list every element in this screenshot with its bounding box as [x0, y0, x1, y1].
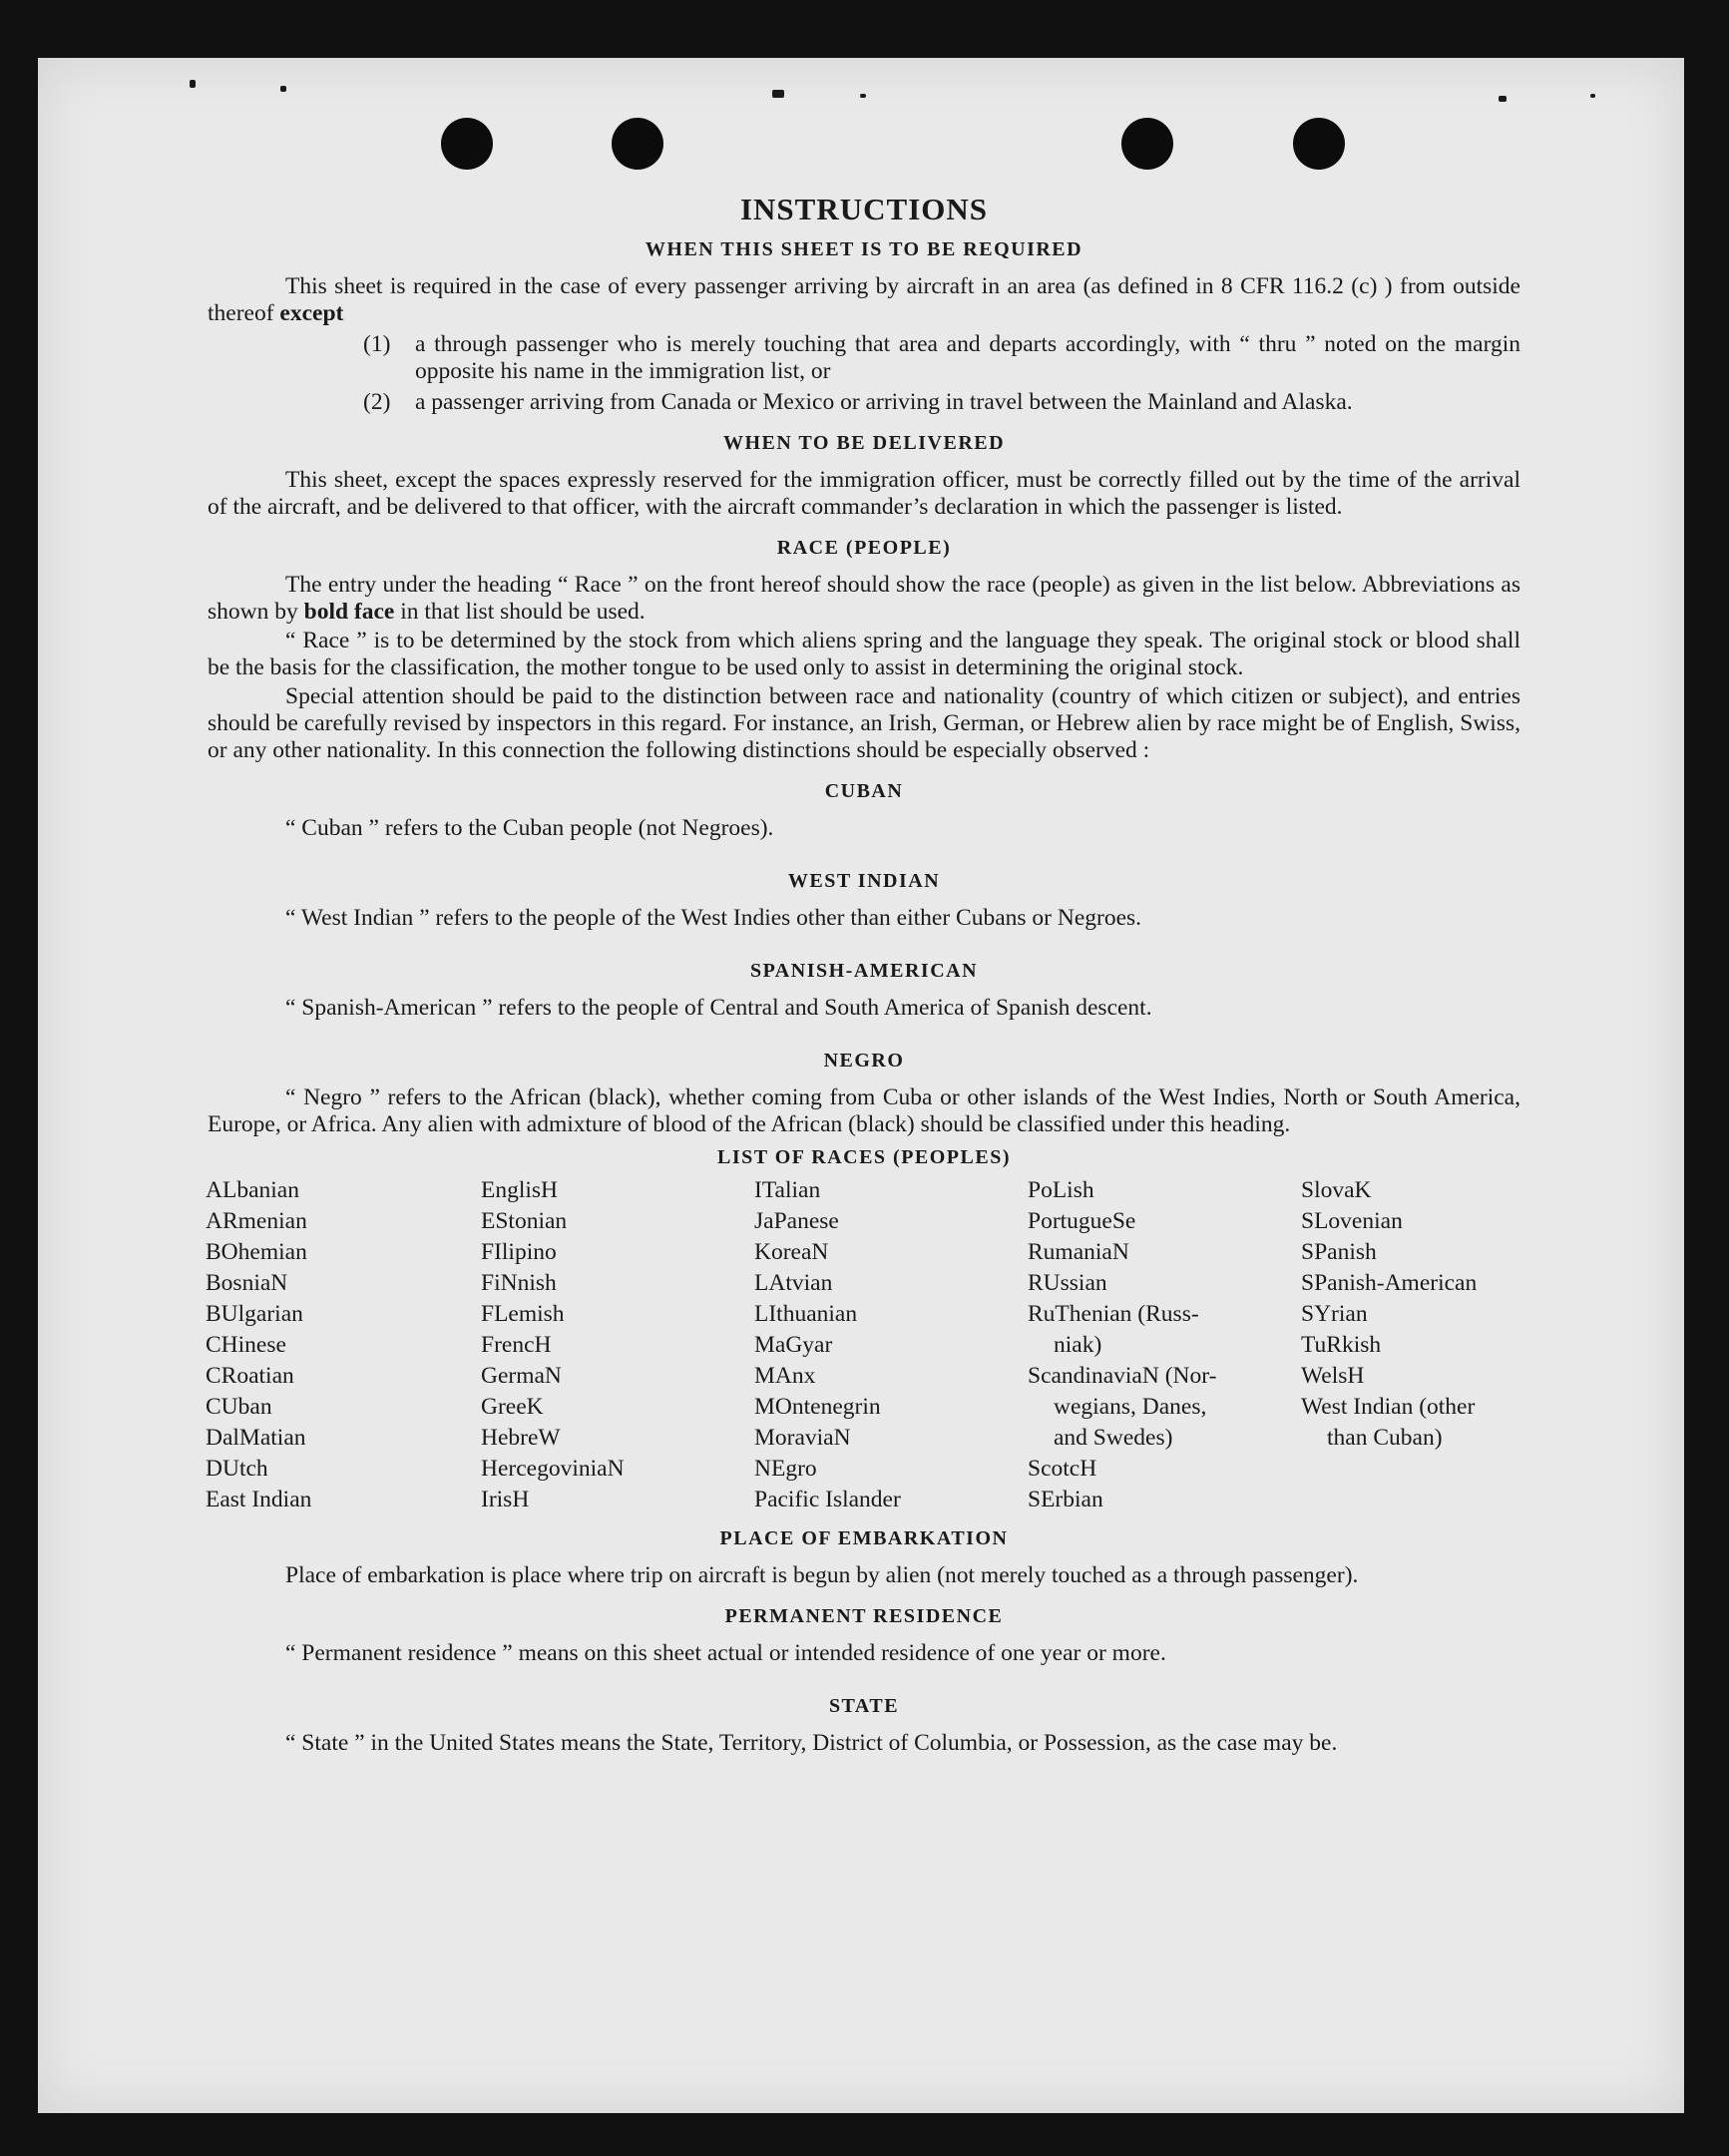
race-entry: EStonian	[481, 1208, 568, 1234]
races-column	[481, 1175, 754, 1515]
list-item: (1) a through passenger who is merely touching that area and departs accordingly, with “ thru ” noted on the margin opposite his name in the immigration list, or	[363, 331, 1520, 384]
race-entry: BosniaN	[206, 1270, 288, 1296]
race-entry: MoraviaN	[754, 1425, 851, 1451]
race-entry: LIthuanian	[754, 1301, 858, 1327]
races-column	[1301, 1175, 1520, 1515]
race-entry: RUssian	[1028, 1270, 1107, 1296]
punch-hole	[441, 118, 493, 170]
race-entry: CRoatian	[206, 1363, 294, 1389]
section-heading: RACE (PEOPLE)	[776, 537, 952, 559]
paragraph: “ Permanent residence ” means on this sheet actual or intended residence of one year or more.	[285, 1640, 1166, 1666]
race-entry: PoLish	[1028, 1177, 1094, 1203]
race-entry: CHinese	[206, 1332, 286, 1358]
race-entry: East Indian	[206, 1487, 312, 1512]
race-entry: ALbanian	[206, 1177, 299, 1203]
section-heading: LIST OF RACES (PEOPLES)	[716, 1146, 1011, 1168]
page-title: INSTRUCTIONS	[739, 192, 988, 226]
race-entry: BOhemian	[206, 1239, 307, 1265]
paragraph: “ Cuban ” refers to the Cuban people (not Negroes).	[285, 815, 774, 841]
speck	[1499, 96, 1507, 102]
race-entry: FLemish	[481, 1301, 565, 1327]
paragraph: “ State ” in the United States means the State, Territory, District of Columbia, or Possession, as the case may be.	[285, 1730, 1338, 1756]
race-entry: Pacific Islander	[754, 1487, 901, 1512]
race-entry: KoreaN	[754, 1239, 829, 1265]
paragraph: “ Spanish-American ” refers to the people of Central and South America of Spanish descent.	[285, 995, 1152, 1021]
paragraph: “ West Indian ” refers to the people of the West Indies other than either Cubans or Negroes.	[285, 905, 1142, 931]
race-entry: SlovaK	[1301, 1177, 1372, 1203]
race-entry: SLovenian	[1301, 1208, 1403, 1234]
section-heading: PLACE OF EMBARKATION	[719, 1527, 1009, 1549]
race-entry: GreeK	[481, 1394, 544, 1420]
section-heading: PERMANENT RESIDENCE	[724, 1605, 1004, 1627]
race-entry: JaPanese	[754, 1208, 839, 1234]
section-heading: WEST INDIAN	[787, 870, 941, 892]
paragraph: Special attention should be paid to the distinction between race and nationality (country of which citizen or subject), and entries should be carefully revised by inspectors in this regard. For instance, an Irish, German, or Hebrew alien by race might be of English, Swiss, or any other nationality. In this connection the following distinctions should be especially observed :	[208, 683, 1520, 763]
race-entry: CUban	[206, 1394, 272, 1420]
races-table	[208, 1175, 1520, 1515]
section-heading: STATE	[828, 1695, 900, 1717]
race-entry: ITalian	[754, 1177, 821, 1203]
race-entry: MaGyar	[754, 1332, 833, 1358]
paragraph: The entry under the heading “ Race ” on the front hereof should show the race (people) as given in the list below. Abbreviations as shown by bold face in that list should be used.	[208, 572, 1520, 625]
race-entry: RumaniaN	[1028, 1239, 1129, 1265]
race-entry: SPanish	[1301, 1239, 1377, 1265]
section-heading: WHEN THIS SHEET IS TO BE REQUIRED	[645, 238, 1083, 260]
race-entry: IrisH	[481, 1487, 530, 1512]
race-entry: West Indian (other	[1301, 1394, 1476, 1420]
race-entry: HercegoviniaN	[481, 1456, 625, 1482]
race-entry: DUtch	[206, 1456, 268, 1482]
punch-hole	[612, 118, 663, 170]
races-column	[206, 1175, 481, 1515]
race-entry: NEgro	[754, 1456, 817, 1482]
section-heading: WHEN TO BE DELIVERED	[722, 432, 1006, 454]
race-entry: niak)	[1054, 1332, 1102, 1358]
race-entry: SYrian	[1301, 1301, 1368, 1327]
race-entry: DalMatian	[206, 1425, 306, 1451]
section-heading: SPANISH-AMERICAN	[749, 960, 979, 982]
instructions-content	[206, 192, 1520, 1757]
race-entry: FIlipino	[481, 1239, 557, 1265]
race-entry: BUlgarian	[206, 1301, 303, 1327]
races-column	[1028, 1175, 1301, 1515]
race-entry: ARmenian	[206, 1208, 307, 1234]
race-entry: ScotcH	[1028, 1456, 1097, 1482]
race-entry: wegians, Danes,	[1054, 1394, 1207, 1420]
speck	[280, 86, 286, 92]
race-entry: and Swedes)	[1054, 1425, 1173, 1451]
race-entry: RuThenian (Russ-	[1028, 1301, 1199, 1327]
race-entry: TuRkish	[1301, 1332, 1382, 1358]
section-heading: NEGRO	[823, 1050, 905, 1072]
paragraph: This sheet, except the spaces expressly reserved for the immigration officer, must be correctly filled out by the time of the arrival of the aircraft, and be delivered to that officer, with the aircraft commander’s declaration in which the passenger is listed.	[208, 467, 1520, 520]
race-entry: ScandinaviaN (Nor-	[1028, 1363, 1217, 1389]
list-item: (2) a passenger arriving from Canada or Mexico or arriving in travel between the Mainland and Alaska.	[363, 389, 1353, 415]
paragraph: “ Negro ” refers to the African (black), whether coming from Cuba or other islands of the West Indies, North or South America, Europe, or Africa. Any alien with admixture of blood of the African (black) should be classified under this heading.	[208, 1084, 1520, 1137]
race-entry: FrencH	[481, 1332, 552, 1358]
races-column	[754, 1175, 1028, 1515]
race-entry: MOntenegrin	[754, 1394, 881, 1420]
punch-hole	[1121, 118, 1173, 170]
race-entry: EnglisH	[481, 1177, 559, 1203]
race-entry: WelsH	[1301, 1363, 1365, 1389]
race-entry: GermaN	[481, 1363, 562, 1389]
race-entry: FiNnish	[481, 1270, 557, 1296]
paragraph: “ Race ” is to be determined by the stock from which aliens spring and the language they speak. The original stock or blood shall be the basis for the classification, the mother tongue to be used only to assist in determining the original stock.	[208, 628, 1520, 680]
race-entry: PortugueSe	[1028, 1208, 1136, 1234]
paragraph: This sheet is required in the case of every passenger arriving by aircraft in an area (as defined in 8 CFR 116.2 (c) ) from outside thereof except	[208, 273, 1520, 326]
race-entry: SErbian	[1028, 1487, 1103, 1512]
punch-hole	[1293, 118, 1345, 170]
speck	[860, 94, 866, 98]
race-entry: MAnx	[754, 1363, 816, 1389]
speck	[772, 90, 784, 98]
speck	[190, 80, 196, 88]
race-entry: HebreW	[481, 1425, 561, 1451]
race-entry: SPanish-American	[1301, 1270, 1478, 1296]
race-entry: LAtvian	[754, 1270, 833, 1296]
section-heading: CUBAN	[824, 780, 904, 802]
paragraph: Place of embarkation is place where trip on aircraft is begun by alien (not merely touched as a through passenger).	[285, 1562, 1359, 1588]
race-entry: than Cuban)	[1327, 1425, 1443, 1451]
speck	[1590, 94, 1595, 98]
